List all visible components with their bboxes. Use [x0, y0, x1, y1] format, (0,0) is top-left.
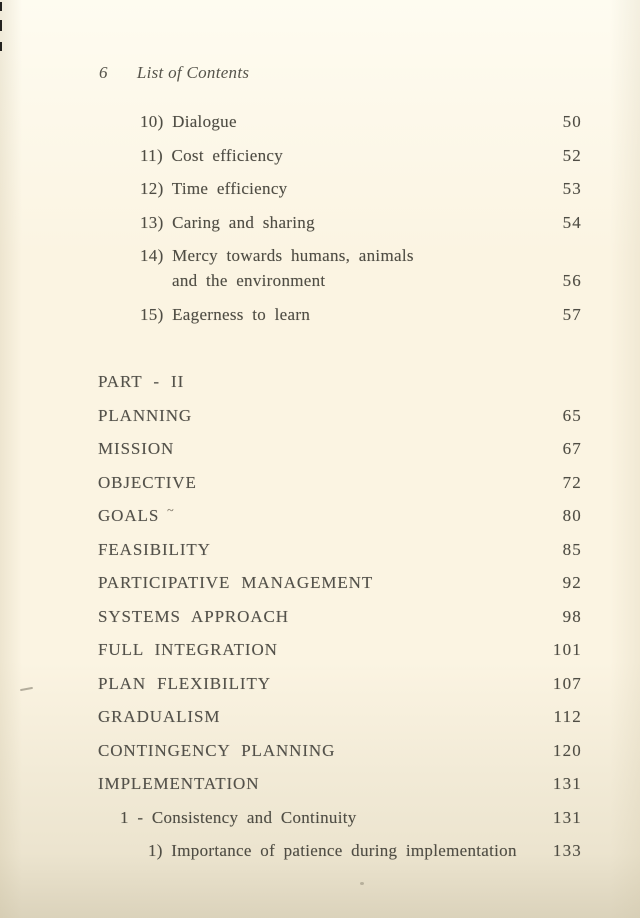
toc-entry-page-number: 65 — [562, 405, 582, 425]
pencil-mark-annotation: ~ — [167, 503, 174, 517]
toc-entry-label: GOALS — [98, 506, 160, 525]
toc-entry-label: IMPLEMENTATION — [98, 774, 260, 793]
toc-row-left — [98, 213, 315, 233]
toc-entry-page-number: 92 — [562, 573, 582, 592]
toc-row-left — [98, 179, 287, 199]
toc-row — [98, 841, 582, 875]
toc-row — [98, 573, 582, 607]
toc-row — [98, 246, 582, 271]
toc-row — [98, 503, 582, 540]
toc-row-left — [98, 841, 517, 861]
toc-entry-page-number: 52 — [562, 145, 582, 165]
scan-artifact-edge-tick — [0, 2, 2, 11]
scan-artifact-edge-tick — [0, 20, 2, 31]
toc-entry-label: MISSION — [98, 439, 175, 458]
toc-entry-label: SYSTEMS APPROACH — [98, 606, 289, 626]
toc-entry-page-number: 107 — [552, 673, 582, 693]
toc-row-left — [98, 640, 278, 660]
toc-row-left — [98, 246, 414, 266]
toc-row — [98, 741, 582, 775]
toc-row — [98, 146, 582, 180]
toc-row-left — [98, 674, 271, 694]
toc-entry-page-number: 131 — [552, 774, 582, 793]
toc-row-left — [98, 573, 373, 593]
toc-entry-label: 1 - Consistency and Continuity — [120, 807, 357, 827]
toc-row — [98, 774, 582, 808]
toc-row — [98, 674, 582, 708]
toc-entry-page-number: 57 — [562, 304, 582, 324]
toc-entry-page-number: 131 — [552, 807, 582, 827]
toc-entry-label: PLANNING — [98, 405, 193, 425]
toc-row-left — [98, 146, 283, 166]
table-of-contents — [98, 112, 582, 875]
toc-entry-label: 1) Importance of patience during implementation — [148, 841, 517, 860]
scan-artifact-edge-tick — [0, 42, 2, 51]
toc-row — [98, 271, 582, 305]
toc-entry-label: 14) Mercy towards humans, animals — [140, 246, 414, 265]
toc-entry-page-number: 50 — [562, 112, 582, 131]
toc-row-left — [98, 540, 211, 560]
toc-row-left — [98, 305, 310, 325]
toc-entry-label: PART - II — [98, 372, 185, 391]
toc-row — [98, 707, 582, 741]
toc-entry-label: and the environment — [172, 271, 326, 290]
toc-entry-label: OBJECTIVE — [98, 472, 197, 492]
scan-artifact-speck — [360, 882, 364, 885]
toc-entry-page-number: 56 — [562, 271, 582, 290]
toc-entry-label: 11) Cost efficiency — [140, 145, 284, 165]
toc-row — [98, 640, 582, 674]
toc-entry-label: FEASIBILITY — [98, 539, 211, 559]
toc-entry-page-number: 120 — [552, 740, 582, 760]
toc-row-left — [98, 808, 357, 828]
toc-row — [98, 808, 582, 842]
toc-entry-page-number: 98 — [562, 606, 582, 626]
toc-row-left — [98, 473, 197, 493]
toc-row — [98, 213, 582, 247]
toc-entry-page-number: 53 — [562, 179, 582, 198]
scan-artifact-pencil-dash — [20, 687, 33, 691]
toc-row-left — [98, 112, 237, 132]
toc-entry-page-number: 101 — [552, 640, 582, 659]
toc-row-left — [98, 503, 174, 527]
toc-row-left — [98, 372, 184, 392]
toc-row — [98, 179, 582, 213]
toc-row-left — [98, 707, 220, 727]
running-title: List of Contents — [136, 63, 250, 82]
toc-entry-page-number: 72 — [562, 472, 582, 492]
toc-row-left — [98, 439, 174, 459]
toc-entry-label: PLAN FLEXIBILITY — [98, 673, 271, 693]
toc-row-left — [98, 406, 192, 426]
toc-entry-label: 10) Dialogue — [140, 112, 237, 131]
toc-entry-label: 12) Time efficiency — [140, 179, 288, 198]
toc-entry-label: 15) Eagerness to learn — [140, 304, 311, 324]
toc-row — [98, 439, 582, 473]
toc-entry-page-number: 85 — [562, 539, 582, 559]
toc-entry-page-number: 67 — [562, 439, 582, 458]
toc-entry-page-number: 133 — [552, 841, 582, 860]
toc-entry-label: GRADUALISM — [98, 707, 221, 726]
toc-row — [98, 372, 582, 406]
toc-row — [98, 305, 582, 339]
toc-row — [98, 540, 582, 574]
toc-entry-label: CONTINGENCY PLANNING — [98, 740, 336, 760]
toc-row-left — [98, 774, 259, 794]
toc-row-left — [98, 741, 335, 761]
page-header — [99, 63, 249, 83]
toc-entry-page-number: 112 — [553, 707, 582, 726]
toc-entry-label: PARTICIPATIVE MANAGEMENT — [98, 573, 374, 592]
toc-row — [98, 607, 582, 641]
toc-entry-page-number: 80 — [562, 506, 582, 525]
folio-page-number: 6 — [99, 63, 108, 82]
toc-entry-label: 13) Caring and sharing — [140, 212, 315, 232]
toc-entry-page-number: 54 — [562, 212, 582, 232]
toc-row-left — [98, 271, 325, 291]
toc-row — [98, 406, 582, 440]
toc-row-left — [98, 607, 289, 627]
toc-entry-label: FULL INTEGRATION — [98, 640, 278, 659]
toc-row — [98, 112, 582, 146]
